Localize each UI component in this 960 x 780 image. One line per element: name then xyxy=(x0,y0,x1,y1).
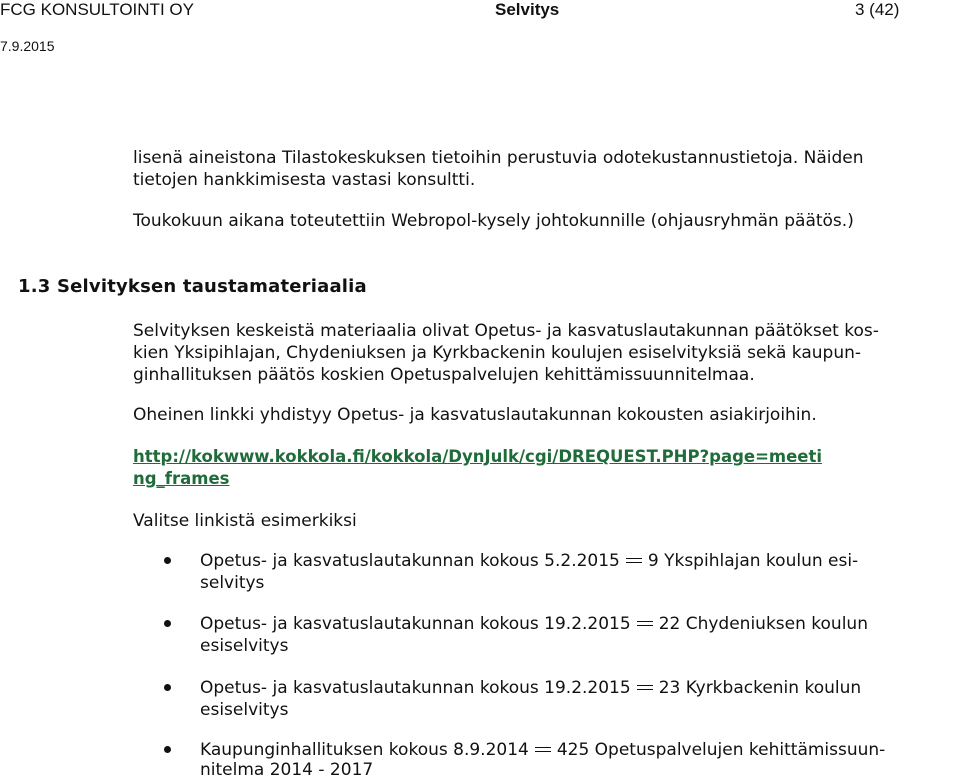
header-doc-title: Selvitys xyxy=(495,0,560,19)
meeting-link-line-2[interactable]: ng_frames xyxy=(133,469,230,488)
list-item-text: 9 Ykspihlajan koulun esi- xyxy=(647,551,859,571)
bullet-icon xyxy=(164,684,171,691)
bullet-icon xyxy=(164,746,171,753)
list-item-continuation: esiselvitys xyxy=(200,700,289,720)
header-date: 7.9.2015 xyxy=(0,38,55,54)
list-item-continuation: nitelma 2014 - 2017 xyxy=(200,760,374,780)
list-item-continuation: esiselvitys xyxy=(200,636,289,656)
paragraph-2: Toukokuun aikana toteutettiin Webropol-kysely johtokunnille (ohjausryhmän päätös.) xyxy=(133,211,854,231)
paragraph-3-line-1: Selvityksen keskeistä materiaalia olivat Opetus- ja kasvatuslautakunnan päätökset kos- xyxy=(133,321,879,341)
section-sign-icon xyxy=(624,556,644,566)
paragraph-3-line-3: ginhallituksen päätös koskien Opetuspalvelujen kehittämissuunnitelmaa. xyxy=(133,365,755,385)
paragraph-1-line-1: lisenä aineistona Tilastokeskuksen tietoihin perustuvia odotekustannustietoja. Näiden xyxy=(133,148,864,168)
header-company: FCG KONSULTOINTI OY xyxy=(0,0,194,19)
paragraph-4: Oheinen linkki yhdistyy Opetus- ja kasvatuslautakunnan kokousten asiakirjoihin. xyxy=(133,405,817,425)
list-item xyxy=(200,613,868,635)
section-sign-icon xyxy=(635,619,655,629)
list-item-text: 23 Kyrkbackenin koulun xyxy=(658,678,862,698)
list-item-text: 22 Chydeniuksen koulun xyxy=(658,614,868,634)
paragraph-5: Valitse linkistä esimerkiksi xyxy=(133,511,357,531)
section-heading: 1.3 Selvityksen taustamateriaalia xyxy=(18,276,367,297)
list-item-text: Kaupunginhallituksen kokous 8.9.2014 xyxy=(200,740,529,760)
bullet-icon xyxy=(164,620,171,627)
list-item-text: Opetus- ja kasvatuslautakunnan kokous 19.2.2015 xyxy=(200,678,631,698)
list-item-continuation: selvitys xyxy=(200,573,265,593)
section-sign-icon xyxy=(533,745,553,755)
header-page-number: 3 (42) xyxy=(855,0,900,19)
list-item-text: Opetus- ja kasvatuslautakunnan kokous 5.2.2015 xyxy=(200,551,620,571)
paragraph-3-line-2: kien Yksipihlajan, Chydeniuksen ja Kyrkbackenin koulujen esiselvityksiä sekä kaupun- xyxy=(133,343,862,363)
section-sign-icon xyxy=(635,683,655,693)
list-item-text: Opetus- ja kasvatuslautakunnan kokous 19.2.2015 xyxy=(200,614,631,634)
list-item xyxy=(200,677,861,699)
paragraph-1-line-2: tietojen hankkimisesta vastasi konsultti. xyxy=(133,170,476,190)
meeting-link-line-1[interactable]: http://kokwww.kokkola.fi/kokkola/DynJulk/cgi/DREQUEST.PHP?page=meeti xyxy=(133,447,823,466)
list-item xyxy=(200,739,885,761)
list-item xyxy=(200,550,858,572)
bullet-icon xyxy=(164,557,171,564)
list-item-text: 425 Opetuspalvelujen kehittämissuun- xyxy=(556,740,886,760)
